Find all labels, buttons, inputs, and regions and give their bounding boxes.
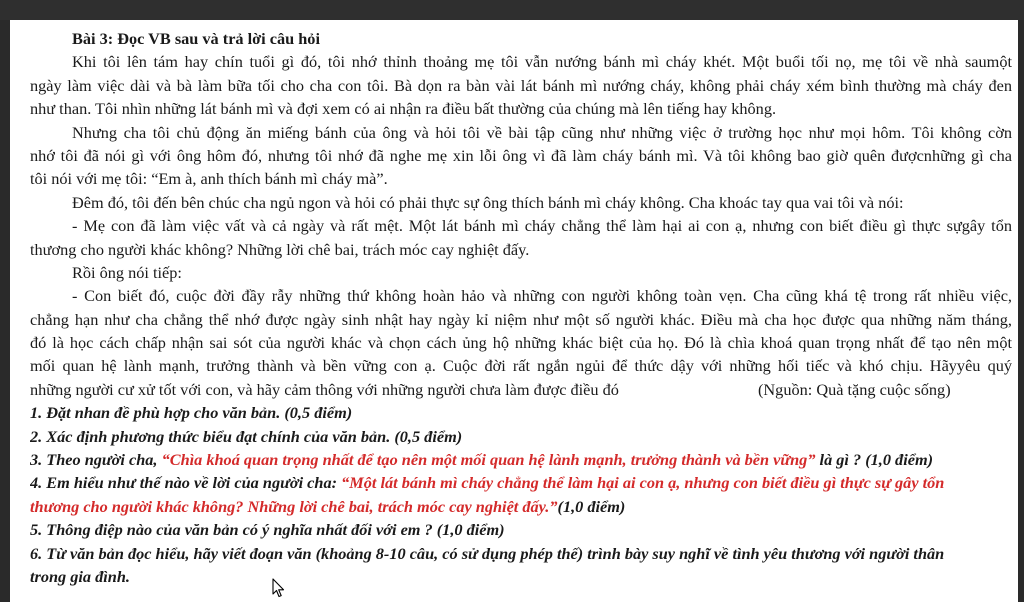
question-6-continued: trong gia đình. — [30, 566, 130, 586]
question-1: 1. Đặt nhan đề phù hợp cho văn bản. (0,5 điểm) — [30, 403, 353, 423]
question-4-quote-part1: “Một lát bánh mì cháy chẳng thể làm hại ai con ạ, nhưng con biết điều gì thực sự gây tổn — [341, 473, 945, 493]
passage-line: thương cho người khác không? Những lời chê bai, trách móc cay nghiệt đấy. — [30, 239, 530, 259]
question-3-quote: “Chìa khoá quan trọng nhất để tạo nên một mối quan hệ lành mạnh, trưởng thành và bền vững” — [161, 450, 816, 470]
passage-last-line — [30, 378, 1012, 401]
question-4-suffix: (1,0 điểm) — [557, 496, 626, 516]
window-top-bar — [0, 0, 1024, 20]
passage-line: - Mẹ con đã làm việc vất và cả ngày và rất mệt. Một lát bánh mì cháy chẳng thể làm hại ai con ạ, nhưng con biết điều gì thực sựgây tổn — [72, 216, 1012, 236]
passage-line: mối quan hệ lành mạnh, trưởng thành và bền vững con ạ. Cuộc đời rất ngắn ngủi để thức dậy với những hối tiếc và khó chịu. Hãyyêu quý — [30, 356, 1012, 376]
passage-line: Đêm đó, tôi đến bên chúc cha ngủ ngon và hỏi có phải thực sự ông thích bánh mì cháy không. Cha khoác tay qua vai tôi và nói: — [72, 192, 904, 212]
passage-line: Nhưng cha tôi chủ động ăn miếng bánh của ông và hỏi tôi về bài tập cũng như những việc ở trường học như mọi hôm. Tôi không cờn — [72, 122, 1012, 142]
passage-line: - Con biết đó, cuộc đời đầy rẫy những thứ không hoàn hảo và những con người không toàn vẹn. Cha cũng khá tệ trong rất nhiều việc, — [72, 286, 1012, 306]
question-6: 6. Từ văn bản đọc hiểu, hãy viết đoạn văn (khoảng 8-10 câu, có sử dụng phép thế) trình bày suy nghĩ về tình yêu thương với người thân — [30, 543, 945, 563]
passage-line: như than. Tôi nhìn những lát bánh mì và đợi xem có ai nhận ra điều bất thường của chúng mà lên tiếng hay không. — [30, 99, 777, 119]
passage-line: đó là học cách chấp nhận sai sót của người khác và chọn cách ủng hộ những khác biệt của họ. Đó là chìa khoá quan trọng nhất để tạo nên một — [30, 333, 1012, 353]
passage-line: Khi tôi lên tám hay chín tuổi gì đó, tôi nhớ thỉnh thoảng mẹ tôi vẫn nướng bánh mì cháy khét. Một buổi tối nọ, mẹ tôi về nhà saumột — [72, 52, 1012, 72]
source-citation: (Nguồn: Quà tặng cuộc sống) — [758, 379, 951, 399]
question-3-suffix: là gì ? (1,0 điểm) — [815, 450, 934, 470]
question-4 — [30, 471, 1012, 494]
question-4-prefix: 4. Em hiểu như thế nào về lời của người cha: — [30, 473, 342, 493]
question-4-quote-part2: thương cho người khác không? Những lời chê bai, trách móc cay nghiệt đấy.” — [30, 496, 558, 516]
question-3-prefix: 3. Theo người cha, — [30, 450, 162, 470]
exercise-title: Bài 3: Đọc VB sau và trả lời câu hỏi — [72, 29, 320, 48]
passage-line: Rồi ông nói tiếp: — [72, 262, 182, 282]
passage-line: những người cư xử tốt với con, và hãy cảm thông với những người chưa làm được điều đó — [30, 379, 619, 399]
mouse-pointer-icon — [272, 578, 286, 598]
passage-line: nhớ tôi đã nói gì với ông hôm đó, nhưng tôi nhớ đã nghe mẹ xin lỗi ông vì đã làm cháy bánh mì. Và tôi không bao giờ quên đượcnhững gì cha — [30, 145, 1012, 165]
passage-line: chẳng hạn như cha chẳng thể nhớ được ngày sinh nhật hay ngày kỉ niệm như một số người khác. Điều mà cha học được qua những năm tháng, — [30, 309, 1012, 329]
document-page — [10, 20, 1018, 602]
question-3 — [30, 448, 1012, 471]
question-4-continued — [30, 495, 1012, 518]
question-2: 2. Xác định phương thức biểu đạt chính của văn bản. (0,5 điểm) — [30, 426, 463, 446]
passage-line: tôi nói với mẹ tôi: “Em à, anh thích bánh mì cháy mà”. — [30, 169, 388, 189]
passage-line: ngày làm việc dài và bà làm bữa tối cho cha con tôi. Bà dọn ra bàn vài lát bánh mì nướng cháy, không phải cháy xém bình thường mà cháy đen — [30, 75, 1012, 95]
question-5: 5. Thông điệp nào của văn bản có ý nghĩa nhất đối với em ? (1,0 điểm) — [30, 520, 505, 540]
